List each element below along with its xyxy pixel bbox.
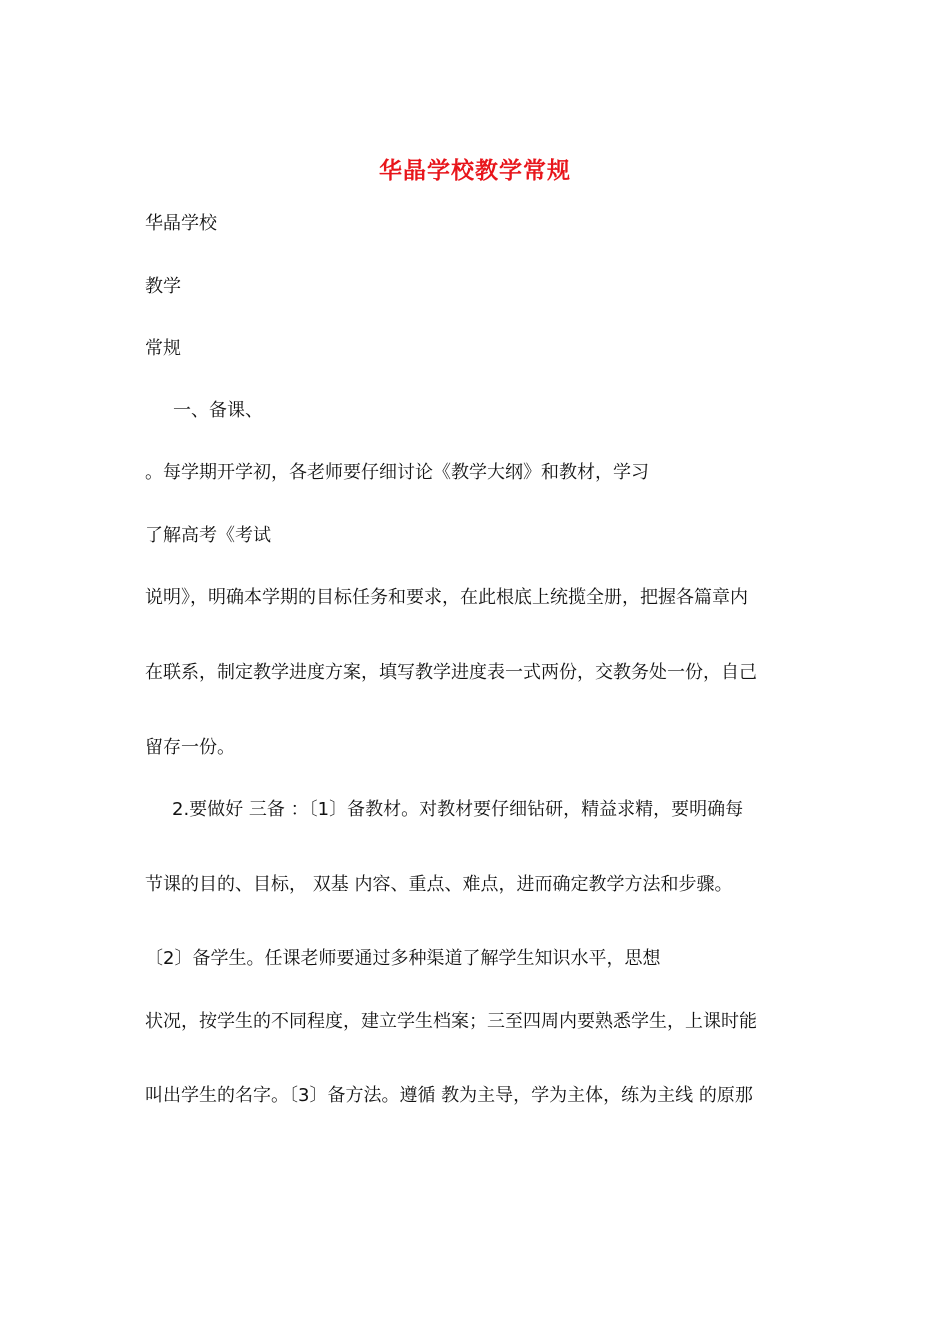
text-line: 节课的目的、目标， 双基 内容、重点、难点，进而确定教学方法和步骤。	[145, 874, 733, 895]
document-title: 华晶学校教学常规	[379, 157, 571, 184]
text-line: 教学	[145, 276, 181, 297]
text-line: 华晶学校	[145, 213, 217, 234]
text-line: 说明》，明确本学期的目标任务和要求，在此根底上统揽全册，把握各篇章内	[145, 587, 748, 608]
text-line: 留存一份。	[145, 737, 235, 758]
text-line: 2.要做好 三备 ：〔1〕备教材。对教材要仔细钻研，精益求精，要明确每	[172, 799, 744, 820]
text-line: 常规	[145, 338, 181, 359]
text-line: 〔2〕备学生。任课老师要通过多种渠道了解学生知识水平，思想	[145, 948, 661, 969]
text-line: 。每学期开学初，各老师要仔细讨论《教学大纲》和教材，学习	[145, 462, 649, 483]
section-heading: 一、备课、	[173, 400, 263, 421]
text-line: 叫出学生的名字。〔3〕备方法。遵循 教为主导，学为主体，练为主线 的原那	[145, 1085, 753, 1106]
text-line: 状况，按学生的不同程度，建立学生档案；三至四周内要熟悉学生，上课时能	[145, 1011, 757, 1032]
text-line: 了解高考《考试	[145, 525, 271, 546]
text-line: 在联系，制定教学进度方案，填写教学进度表一式两份，交教务处一份，自己	[145, 662, 757, 683]
